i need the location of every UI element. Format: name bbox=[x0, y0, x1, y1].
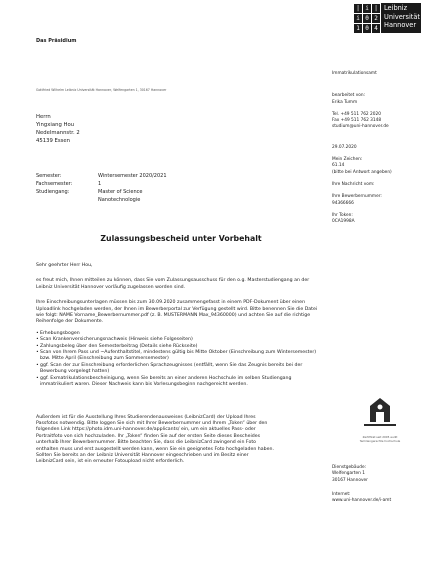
family-audit-icon bbox=[356, 394, 404, 432]
recipient-address bbox=[36, 113, 80, 145]
list-item: • Zahlungsbeleg über den Semesterbeitrag (Details siehe Rückseite) bbox=[36, 344, 322, 350]
detail-value: Nanotechnologie bbox=[98, 197, 141, 203]
internet-link[interactable]: www.uni-hannover.de/i-amt bbox=[332, 498, 392, 504]
paragraph-documents: Ihre Einschreibungsunterlagen müssen bis zum 30.09.2020 zusammengefasst in einem PDF-Dokument über einen Uploadlink hochgeladen werden, der Ihnen im Bewerberportal zur Verfügung gestellt wird. Bitte benennen Sie die Datei wie folgt: NAME Vorname_Bewerbernummer.pdf (z. B. MUSTERMANN Max_94360000) und achten Sie auf die richtige Reihenfolge der Dokumente. bbox=[36, 300, 318, 325]
paragraph-photo-upload: Außerdem ist für die Ausstellung Ihres Studierendenausweises (LeibnizCard) der Upload Ihres Passfotos notwendig. Bitte loggen Sie sich mit Ihrer Bewerbernummer und Ihrem „Token“ über den folgenden Link https://photo.idm.uni-hannover.de/applicants/ ein, um ein aktuelles Pass- oder Portraitfoto von sich hochzuladen. Ihr „Token“ finden Sie auf der ersten Seite dieses Bescheides unterhalb Ihrer Bewerbernummer. Bitte beachten Sie, dass die LeibnizCard zwingend ein Foto enthalten muss und erst ausgestellt werden kann, wenn Sie ein geeignetes Foto hochgeladen haben. Sollten Sie bereits an der Leibniz Universität Hannover eingeschrieben und im Besitz einer LeibnizCard sein, ist ein erneuter Fotoupload nicht erforderlich. bbox=[36, 414, 274, 465]
service-address bbox=[332, 465, 418, 504]
office-name: Immatrikulationsamt bbox=[332, 71, 377, 76]
logo-mark bbox=[354, 4, 380, 32]
token-label: Ihr Token: bbox=[332, 212, 353, 218]
reference-value: 61.14 bbox=[332, 163, 345, 169]
logo-glyph: i bbox=[363, 4, 371, 13]
document-list bbox=[36, 331, 322, 389]
handled-by-label: bearbeitet von: bbox=[332, 93, 366, 99]
detail-value: 1 bbox=[98, 181, 102, 187]
phone: Tel. +49 511 762 2020 bbox=[332, 111, 381, 117]
detail-row bbox=[36, 180, 167, 188]
service-line: Welfengarten 1 bbox=[332, 471, 365, 477]
recipient-line: Nedelmannstr. 2 bbox=[36, 130, 80, 136]
university-logo bbox=[350, 0, 421, 36]
detail-value: Wintersemester 2020/2021 bbox=[98, 173, 167, 179]
sidebar-info bbox=[332, 71, 418, 225]
letter-body bbox=[36, 263, 322, 471]
detail-label: Fachsemester: bbox=[36, 181, 73, 187]
reference-note: (bitte bei Antwort angeben) bbox=[332, 169, 392, 175]
logo-line: Hannover bbox=[384, 21, 417, 30]
list-item: • Scan Krankenversicherungsnachweis (Hinweis siehe Folgeseiten) bbox=[36, 337, 322, 343]
service-line: 30167 Hannover bbox=[332, 477, 368, 483]
study-details bbox=[36, 172, 167, 204]
logo-glyph: 0 bbox=[363, 24, 371, 33]
applicant-number-label: Ihre Bewerbernummer: bbox=[332, 194, 382, 200]
detail-row bbox=[36, 172, 167, 180]
certificate-badge bbox=[356, 394, 404, 448]
list-item: • Scan von Ihrem Pass und ~Aufenthaltstitel, mindestens gültig bis Mitte Oktober (Einschreibung zum Wintersemester) bzw. Mitte April (Einschreibung zum Sommersemester) bbox=[36, 350, 322, 363]
paragraph-admission: es freut mich, Ihnen mitteilen zu können, dass Sie vom Zulassungsausschuss für den o.g. Masterstudiengang an der Leibniz Universität Hannover vorläufig zugelassen worden sind. bbox=[36, 278, 310, 290]
logo-glyph: 0 bbox=[363, 14, 371, 23]
detail-label: Semester: bbox=[36, 173, 62, 179]
list-item: • ggf. Scan der zur Einschreibung erforderlichen Sprachzeugnisses (entfällt, wenn Sie das Zeugnis bereits bei der Bewerbung vorgelegt hatten) bbox=[36, 363, 322, 376]
recipient-line: Yingxiang Hou bbox=[36, 122, 75, 128]
applicant-number-value: 94366666 bbox=[332, 200, 354, 206]
detail-row bbox=[36, 188, 167, 196]
sender-line: Gottfried Wilhelm Leibniz Universität Hannover, Welfengarten 1, 30167 Hannover bbox=[36, 88, 167, 92]
department-heading: Das Präsidium bbox=[36, 38, 77, 44]
recipient-line: 45139 Essen bbox=[36, 138, 71, 144]
list-item: • ggf. Exmatrikulationsbescheinigung, wenn Sie bereits an einer anderen Hochschule im selben Studiengang immatrikuliert waren. Dieser Nachweis kann bis Vorlesungsbeginn nachgereicht werden. bbox=[36, 376, 322, 389]
detail-value: Master of Science bbox=[98, 189, 143, 195]
list-item: • Erhebungsbogen bbox=[36, 331, 322, 337]
certificate-caption: Zertifikat seit 2005 audit familiengerechte hochschule bbox=[359, 435, 401, 443]
letter-title: Zulassungsbescheid unter Vorbehalt bbox=[100, 234, 262, 243]
letter-date: 29.07.2020 bbox=[332, 144, 357, 150]
logo-glyph: 4 bbox=[372, 24, 380, 33]
service-label: Dienstgebäude: bbox=[332, 465, 367, 470]
fax: Fax +49 511 762 3148 bbox=[332, 118, 382, 124]
logo-glyph: | bbox=[372, 4, 380, 13]
logo-line: Universität bbox=[384, 12, 420, 21]
logo-glyph: | bbox=[354, 4, 362, 13]
logo-glyph: 1 bbox=[354, 24, 362, 33]
detail-label bbox=[36, 196, 98, 204]
token-value: 0CA1998A bbox=[332, 219, 355, 225]
logo-glyph: i bbox=[354, 14, 362, 23]
logo-wordmark bbox=[381, 3, 421, 33]
reference-label: Mein Zeichen: bbox=[332, 157, 363, 163]
internet-label: Internet: bbox=[332, 491, 351, 497]
email: studium@uni-hannover.de bbox=[332, 124, 389, 130]
logo-glyph: 2 bbox=[372, 14, 380, 23]
salutation: Sehr geehrter Herr Hou, bbox=[36, 263, 93, 268]
detail-label: Studiengang: bbox=[36, 189, 70, 195]
logo-line: Leibniz bbox=[384, 4, 408, 12]
handled-by-value: Erika Tumm bbox=[332, 99, 358, 105]
message-date-label: Ihre Nachricht vom: bbox=[332, 181, 375, 187]
recipient-line: Herrn bbox=[36, 114, 51, 120]
detail-row bbox=[36, 196, 167, 204]
